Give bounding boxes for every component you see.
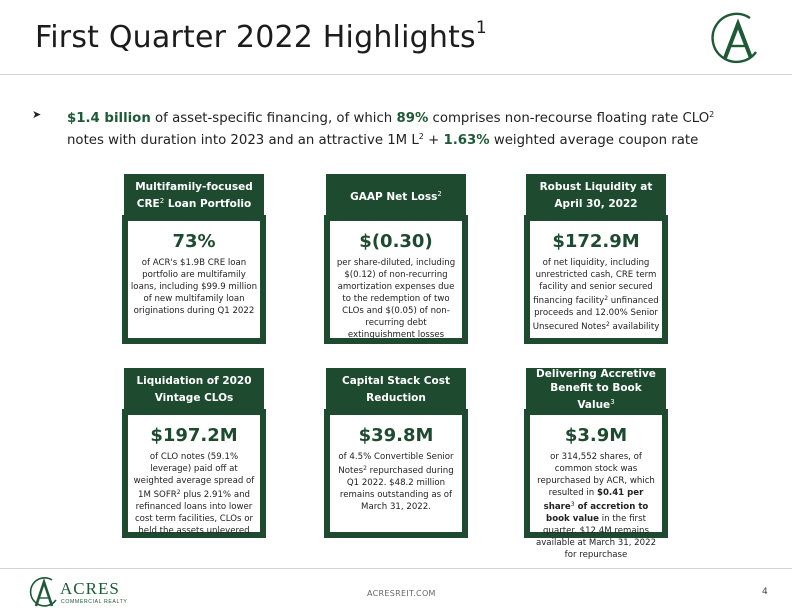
card-description: of CLO notes (59.1% leverage) paid off at weighted average spread of 1M SOFR$^2$ plus 2.91% and refinanced loans into lower cost term facilities, CLOs or held the assets unlevered — [133, 452, 255, 536]
summary-bullet: ➤ $1.4 billion of asset-specific financing, of which 89% comprises non-recourse floating rate CLO$^2$ notes with duration into 2023 and an attractive 1M $L^2 + 1.63\%$ weighted average coupon rate — [32, 108, 715, 148]
card-header: Multifamily-focused CRE$^2$ Loan Portfolio — [124, 174, 264, 217]
card-body — [330, 415, 462, 532]
card-body — [128, 221, 260, 338]
title-footnote: 1 — [475, 18, 487, 38]
card-book-value — [524, 368, 672, 560]
footer-url: ACRESREIT.COM — [367, 589, 436, 598]
card-body — [530, 415, 662, 560]
card-header: Robust Liquidity at April 30, 2022 — [526, 174, 666, 217]
card-value: $197.2M — [150, 425, 238, 446]
card-header: Delivering Accretive Benefit to Book Value$^3$ — [526, 368, 666, 411]
acres-logo-icon — [706, 8, 770, 68]
card-gaap-net-loss — [324, 174, 472, 340]
card-body — [330, 221, 462, 338]
card-body — [530, 221, 662, 338]
card-clo-liquidation — [122, 368, 270, 536]
page-number: 4 — [762, 587, 768, 597]
card-description: of net liquidity, including unrestricted cash, CRE term facility and senior secured financing facility$^2$ unfinanced proceeds and 12.00% Senior Unsecured Notes$^2$ availability — [532, 258, 660, 332]
card-description: per share-diluted, including $(0.12) of non-recurring amortization expenses due to the redemption of two CLOs and $(0.05) of non-recurring debt extinguishment losses — [336, 258, 456, 340]
card-header: Capital Stack Cost Reduction — [326, 368, 466, 411]
card-description: of ACR's $1.9B CRE loan portfolio are multifamily loans, including $99.9 million of new multifamily loan originations during Q1 2022 — [130, 258, 258, 316]
card-header: Liquidation of 2020 Vintage CLOs — [124, 368, 264, 411]
footer-divider — [0, 568, 792, 569]
card-description: or 314,552 shares, of common stock was repurchased by ACR, which resulted in $0.41 per share$^3$ of accretion to book value in the first quarter. $12.4M remains available at March 31, 2022 for repurchase — [535, 452, 657, 560]
card-header: GAAP Net Loss$^2$ — [326, 174, 466, 217]
card-robust-liquidity — [524, 174, 672, 332]
arrow-bullet-icon: ➤ — [32, 108, 42, 121]
card-value: 73% — [172, 231, 216, 252]
card-value: $172.9M — [552, 231, 640, 252]
svg-text:COMMERCIAL REALTY: COMMERCIAL REALTY — [61, 599, 128, 605]
card-value: $3.9M — [564, 425, 628, 446]
card-value: $39.8M — [358, 425, 434, 446]
card-body — [128, 415, 260, 536]
card-value: $(0.30) — [359, 231, 433, 252]
svg-text:ACRES: ACRES — [60, 579, 120, 598]
card-multifamily-portfolio — [122, 174, 270, 316]
acres-commercial-realty-logo-icon — [28, 574, 158, 610]
card-description: of 4.5% Convertible Senior Notes$^2$ repurchased during Q1 2022. $48.2 million remains outstanding as of March 31, 2022. — [338, 452, 454, 512]
card-capital-stack — [324, 368, 472, 512]
header-divider — [0, 74, 792, 75]
slide-title: First Quarter 2022 Highlights$^1$ — [35, 18, 487, 55]
